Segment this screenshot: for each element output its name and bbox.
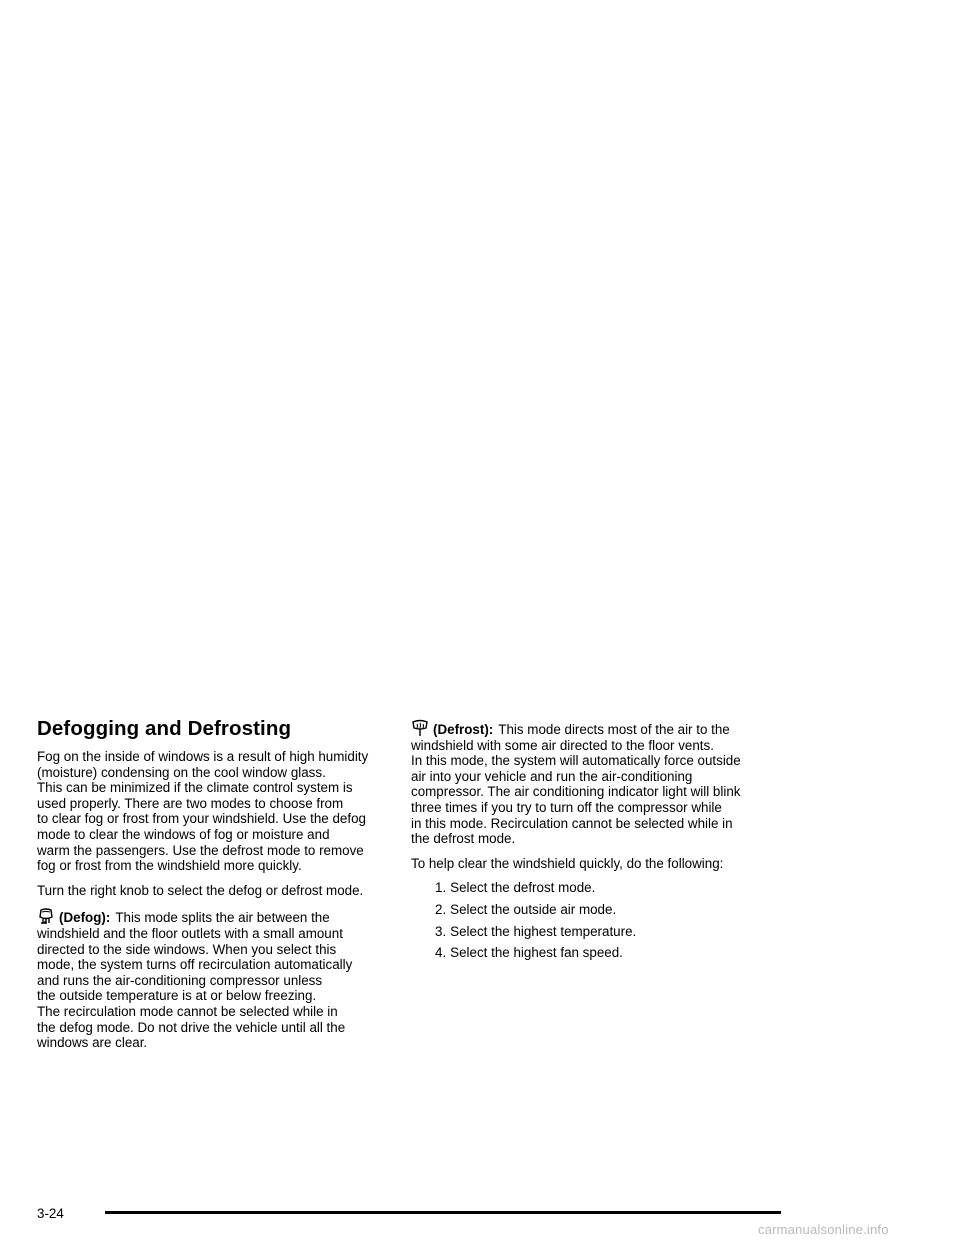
defog-paragraph [37, 907, 397, 1050]
defog-label: (Defog): [59, 910, 111, 926]
defrost-line: In this mode, the system will automatically force outside [411, 753, 741, 769]
defog-first-text: This mode splits the air between the [115, 910, 330, 926]
defrost-first-line [411, 719, 791, 738]
intro-line: to clear fog or frost from your windshield. Use the defog [37, 811, 366, 827]
intro-line: used properly. There are two modes to choose from [37, 795, 344, 811]
intro-line: (moisture) condensing on the cool window glass. [37, 764, 326, 780]
intro-paragraph [37, 749, 397, 874]
defog-line: windshield and the floor outlets with a small amount [37, 925, 343, 941]
defrost-paragraph [411, 719, 791, 847]
section-title: Defogging and Defrosting [37, 717, 292, 740]
step-number: 1. [435, 880, 447, 896]
intro-line: warm the passengers. Use the defrost mode to remove [37, 842, 364, 858]
defog-line: The recirculation mode cannot be selected while in [37, 1003, 338, 1019]
defog-icon [37, 907, 55, 925]
step-text: Select the defrost mode. [450, 880, 596, 896]
defrost-line: compressor. The air conditioning indicator light will blink [411, 784, 741, 800]
step-number: 4. [435, 945, 447, 961]
defrost-line: the defrost mode. [411, 831, 516, 847]
defrost-line: windshield with some air directed to the floor vents. [411, 737, 714, 753]
list-item [411, 945, 791, 961]
defog-line: windows are clear. [37, 1035, 148, 1051]
knob-paragraph [37, 883, 397, 899]
page-number: 3-24 [37, 1206, 64, 1221]
defrost-icon [411, 719, 429, 737]
step-text: Select the outside air mode. [450, 901, 617, 917]
intro-line: fog or frost from the windshield more quickly. [37, 858, 302, 874]
watermark: carmanualsonline.info [758, 1222, 889, 1237]
defog-line: mode, the system turns off recirculation automatically [37, 957, 353, 973]
step-number: 2. [435, 901, 447, 917]
defog-line: and runs the air-conditioning compressor unless [37, 972, 323, 988]
step-number: 3. [435, 923, 447, 939]
defrost-line: three times if you try to turn off the compressor while [411, 799, 722, 815]
intro-line: Fog on the inside of windows is a result of high humidity [37, 749, 369, 764]
left-column [37, 749, 397, 1060]
defrost-label: (Defrost): [433, 722, 494, 737]
knob-line: Turn the right knob to select the defog or defrost mode. [37, 882, 364, 898]
defrost-line: in this mode. Recirculation cannot be selected while in [411, 815, 733, 831]
right-column [411, 719, 791, 967]
step-text: Select the highest temperature. [450, 923, 637, 939]
steps-intro-line: To help clear the windshield quickly, do the following: [411, 855, 724, 871]
defog-first-line [37, 907, 397, 926]
footer-rule [105, 1211, 781, 1214]
intro-line: mode to clear the windows of fog or moisture and [37, 826, 330, 842]
steps-intro [411, 856, 791, 872]
step-text: Select the highest fan speed. [450, 945, 623, 961]
defog-line: directed to the side windows. When you select this [37, 941, 337, 957]
steps-list [411, 880, 791, 960]
defog-line: the outside temperature is at or below freezing. [37, 988, 317, 1004]
defrost-first-text: This mode directs most of the air to the [498, 722, 730, 737]
list-item [411, 924, 791, 940]
list-item [411, 880, 791, 896]
intro-line: This can be minimized if the climate control system is [37, 780, 353, 796]
list-item [411, 902, 791, 918]
defrost-line: air into your vehicle and run the air-conditioning [411, 768, 693, 784]
defog-line: the defog mode. Do not drive the vehicle until all the [37, 1019, 346, 1035]
